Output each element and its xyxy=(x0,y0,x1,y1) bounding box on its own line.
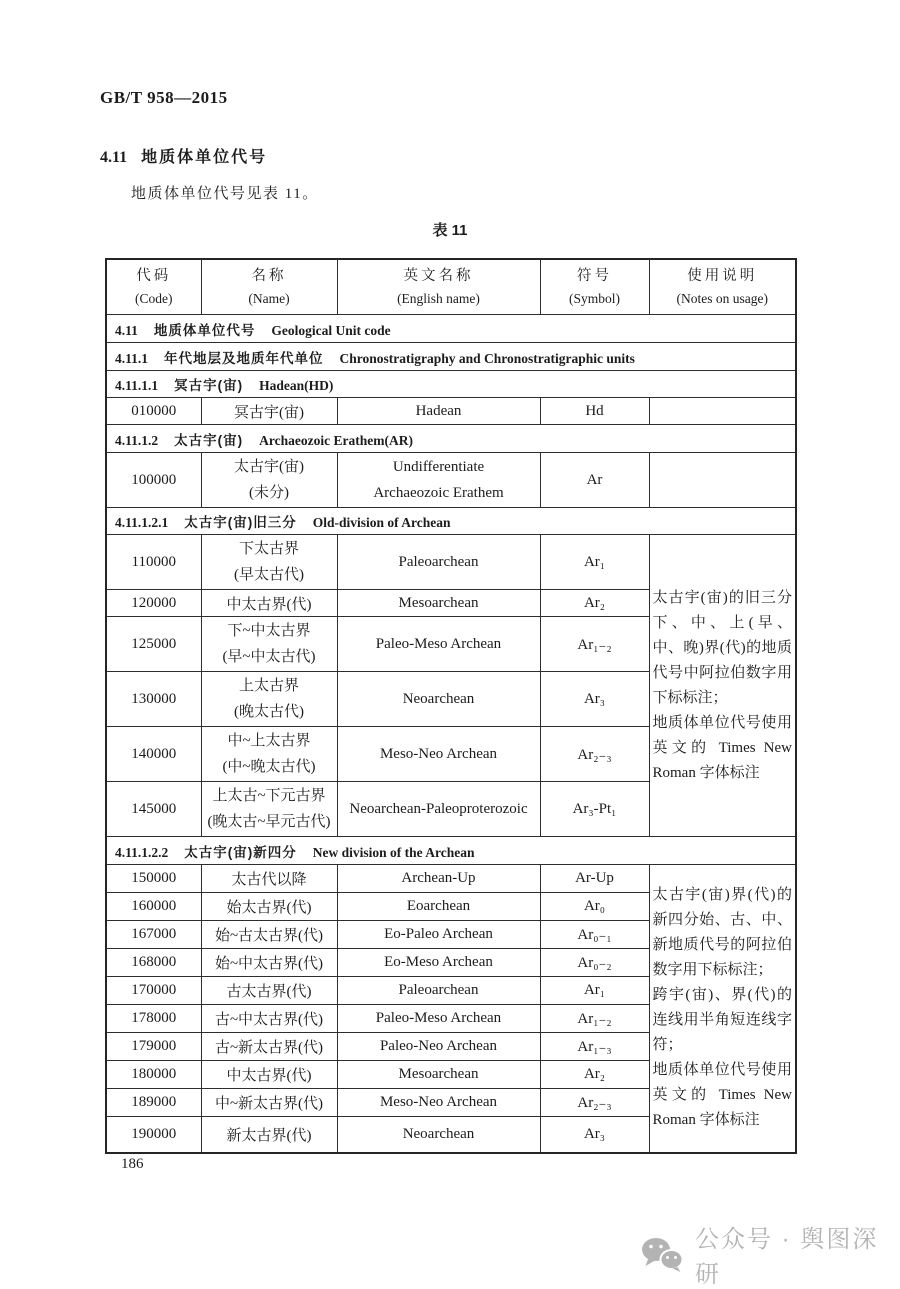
cell-name: 始~古太古界(代) xyxy=(201,921,337,949)
cell-name: 中~新太古界(代) xyxy=(201,1089,337,1117)
cell-name xyxy=(201,672,337,727)
cell-symbol: Ar₂₋₃ xyxy=(540,727,649,782)
cell-name: 中太古界(代) xyxy=(201,590,337,617)
doc-number: GB/T 958—2015 xyxy=(100,88,228,107)
cell-english-name: Eo-Meso Archean xyxy=(337,949,540,977)
section-cell xyxy=(106,315,796,343)
header-name-zh: 名称 xyxy=(251,268,287,284)
table-caption: 表 11 xyxy=(432,222,468,239)
cell-english-name: Archean-Up xyxy=(337,865,540,893)
cell-notes-empty xyxy=(649,398,796,425)
note-paragraph: 太古宇(宙)的旧三分下、中、上(早、中、晚)界(代)的地质代号中阿拉伯数字用下标标注； xyxy=(652,589,792,706)
cell-name: 太古代以降 xyxy=(201,865,337,893)
section-title-zh: 太古宇(宙)新四分 xyxy=(184,844,297,860)
cell-english-name: Neoarchean-Paleoproterozoic xyxy=(337,782,540,837)
cell-symbol: Ar₁₋₂ xyxy=(540,617,649,672)
cell-code: 010000 xyxy=(106,398,201,425)
section-number: 4.11.1 xyxy=(115,350,149,366)
cell-code: 168000 xyxy=(106,949,201,977)
header-symbol-zh: 符号 xyxy=(577,268,612,284)
note-paragraph: 跨宇(宙)、界(代)的连线用半角短连线字符； xyxy=(652,987,792,1054)
section-row-4-11-1 xyxy=(106,343,796,371)
cell-code: 170000 xyxy=(106,977,201,1005)
cell-english-name: Meso-Neo Archean xyxy=(337,727,540,782)
name-line: 中~上太古界 xyxy=(227,733,311,749)
header-english-name-zh: 英文名称 xyxy=(403,268,474,284)
header-symbol xyxy=(540,259,649,315)
english-line: Archaeozoic Erathem xyxy=(373,485,504,501)
section-heading-number: 4.11 xyxy=(100,149,128,166)
cell-symbol: Hd xyxy=(540,398,649,425)
note-paragraph: 太古宇(宙)界(代)的新四分始、古、中、新地质代号的阿拉伯数字用下标标注； xyxy=(652,887,792,979)
cell-name xyxy=(201,535,337,590)
cell-symbol: Ar₃ xyxy=(540,1117,649,1153)
cell-symbol: Ar xyxy=(540,453,649,508)
cell-notes-empty xyxy=(649,453,796,508)
cell-english-name: Paleo-Meso Archean xyxy=(337,617,540,672)
cell-english-name: Meso-Neo Archean xyxy=(337,1089,540,1117)
section-title-en: Hadean(HD) xyxy=(259,378,334,393)
table-header-row xyxy=(106,259,796,315)
header-notes-en: (Notes on usage) xyxy=(676,291,768,306)
section-title-en: Chronostratigraphy and Chronostratigraphic units xyxy=(339,350,635,366)
cell-symbol: Ar₀ xyxy=(540,893,649,921)
section-number: 4.11 xyxy=(115,322,138,338)
cell-code: 120000 xyxy=(106,590,201,617)
note-paragraph: 地质体单位代号使用英文的 Times New Roman 字体标注 xyxy=(652,714,792,781)
cell-code: 190000 xyxy=(106,1117,201,1153)
table-row xyxy=(106,453,796,508)
name-line: 下~中太古界 xyxy=(227,623,311,639)
cell-symbol: Ar₁ xyxy=(540,977,649,1005)
name-line: (晚太古代) xyxy=(234,704,304,720)
cell-code: 150000 xyxy=(106,865,201,893)
page-number: 186 xyxy=(121,1156,144,1172)
cell-notes-merged-new-division xyxy=(649,865,796,1153)
table-row xyxy=(106,535,796,590)
cell-name xyxy=(201,782,337,837)
cell-symbol: Ar₁ xyxy=(540,535,649,590)
cell-code: 189000 xyxy=(106,1089,201,1117)
section-heading xyxy=(100,144,267,167)
section-title-zh: 年代地层及地质年代单位 xyxy=(164,350,324,366)
cell-english-name: Mesoarchean xyxy=(337,1061,540,1089)
name-line: 下太古界 xyxy=(238,541,299,557)
cell-english-name: Neoarchean xyxy=(337,672,540,727)
watermark xyxy=(640,1219,900,1289)
cell-name: 新太古界(代) xyxy=(201,1117,337,1153)
cell-code: 100000 xyxy=(106,453,201,508)
note-paragraph: 地质体单位代号使用英文的 Times New Roman 字体标注 xyxy=(652,1062,792,1129)
name-line: (晚太古~早元古代) xyxy=(207,814,331,830)
section-row-4-11-1-2 xyxy=(106,425,796,453)
section-cell xyxy=(106,425,796,453)
cell-english-name: Hadean xyxy=(337,398,540,425)
section-row-4-11-1-2-2 xyxy=(106,837,796,865)
cell-symbol: Ar₀₋₂ xyxy=(540,949,649,977)
cell-symbol: Ar₂ xyxy=(540,1061,649,1089)
cell-english-name: Paleoarchean xyxy=(337,535,540,590)
table-row xyxy=(106,865,796,893)
cell-symbol: Ar₃-Pt₁ xyxy=(540,782,649,837)
header-name-en: (Name) xyxy=(248,291,290,306)
cell-symbol: Ar₂₋₃ xyxy=(540,1089,649,1117)
cell-code: 130000 xyxy=(106,672,201,727)
section-title-zh: 太古宇(宙) xyxy=(174,432,244,448)
cell-notes-merged-old-division xyxy=(649,535,796,837)
name-line: 上太古界 xyxy=(238,678,299,694)
section-cell xyxy=(106,837,796,865)
name-line: (早太古代) xyxy=(234,567,304,583)
table-11 xyxy=(105,258,797,1154)
header-code-en: (Code) xyxy=(135,291,173,306)
section-title-zh: 地质体单位代号 xyxy=(153,322,256,338)
header-symbol-en: (Symbol) xyxy=(568,291,620,306)
section-number: 4.11.1.2.2 xyxy=(115,844,169,860)
cell-code: 160000 xyxy=(106,893,201,921)
header-code-zh: 代码 xyxy=(136,268,172,284)
cell-symbol: Ar₃ xyxy=(540,672,649,727)
cell-english-name: Paleo-Meso Archean xyxy=(337,1005,540,1033)
cell-symbol: Ar₁₋₂ xyxy=(540,1005,649,1033)
cell-name: 中太古界(代) xyxy=(201,1061,337,1089)
cell-name xyxy=(201,617,337,672)
intro-text: 地质体单位代号见表 11。 xyxy=(131,186,319,202)
header-notes xyxy=(649,259,796,315)
cell-name: 古~中太古界(代) xyxy=(201,1005,337,1033)
table-row xyxy=(106,398,796,425)
cell-code: 178000 xyxy=(106,1005,201,1033)
header-english-name xyxy=(337,259,540,315)
section-heading-title: 地质体单位代号 xyxy=(141,149,268,166)
cell-code: 179000 xyxy=(106,1033,201,1061)
cell-english-name: Neoarchean xyxy=(337,1117,540,1153)
cell-name: 始太古界(代) xyxy=(201,893,337,921)
section-number: 4.11.1.2.1 xyxy=(115,515,169,530)
section-cell xyxy=(106,508,796,535)
section-row-4-11-1-1 xyxy=(106,371,796,398)
section-cell xyxy=(106,371,796,398)
header-english-name-en: (English name) xyxy=(397,291,480,306)
section-cell xyxy=(106,343,796,371)
cell-code: 167000 xyxy=(106,921,201,949)
section-title-en: Old-division of Archean xyxy=(312,515,451,530)
cell-code: 140000 xyxy=(106,727,201,782)
header-code xyxy=(106,259,201,315)
section-title-zh: 太古宇(宙)旧三分 xyxy=(184,515,297,530)
cell-name: 古太古界(代) xyxy=(201,977,337,1005)
section-number: 4.11.1.1 xyxy=(115,378,159,393)
cell-code: 125000 xyxy=(106,617,201,672)
section-row-4-11-1-2-1 xyxy=(106,508,796,535)
name-line: 太古宇(宙) xyxy=(234,459,304,475)
cell-symbol: Ar₂ xyxy=(540,590,649,617)
cell-code: 180000 xyxy=(106,1061,201,1089)
section-title-en: Geological Unit code xyxy=(271,322,391,338)
section-title-en: New division of the Archean xyxy=(312,844,475,860)
cell-english-name: Mesoarchean xyxy=(337,590,540,617)
section-number: 4.11.1.2 xyxy=(115,432,159,448)
wechat-icon xyxy=(640,1236,684,1272)
cell-english-name xyxy=(337,453,540,508)
cell-name xyxy=(201,453,337,508)
cell-code: 145000 xyxy=(106,782,201,837)
name-line: (中~晚太古代) xyxy=(222,759,316,775)
cell-symbol: Ar₁₋₃ xyxy=(540,1033,649,1061)
header-notes-zh: 使用说明 xyxy=(687,268,758,284)
section-title-en: Archaeozoic Erathem(AR) xyxy=(259,432,413,448)
name-line: 上太古~下元古界 xyxy=(212,788,326,804)
cell-name: 始~中太古界(代) xyxy=(201,949,337,977)
english-line: Undifferentiate xyxy=(392,459,485,475)
cell-english-name: Paleoarchean xyxy=(337,977,540,1005)
section-row-4-11 xyxy=(106,315,796,343)
name-line: (未分) xyxy=(249,485,289,501)
cell-english-name: Paleo-Neo Archean xyxy=(337,1033,540,1061)
cell-symbol: Ar₀₋₁ xyxy=(540,921,649,949)
cell-symbol: Ar-Up xyxy=(540,865,649,893)
cell-name xyxy=(201,727,337,782)
cell-english-name: Eoarchean xyxy=(337,893,540,921)
name-line: (早~中太古代) xyxy=(222,649,316,665)
header-name xyxy=(201,259,337,315)
cell-english-name: Eo-Paleo Archean xyxy=(337,921,540,949)
cell-name: 古~新太古界(代) xyxy=(201,1033,337,1061)
section-title-zh: 冥古宇(宙) xyxy=(174,378,244,393)
watermark-text: 公众号 · 舆图深研 xyxy=(695,1226,879,1288)
cell-code: 110000 xyxy=(106,535,201,590)
cell-name: 冥古宇(宙) xyxy=(201,398,337,425)
